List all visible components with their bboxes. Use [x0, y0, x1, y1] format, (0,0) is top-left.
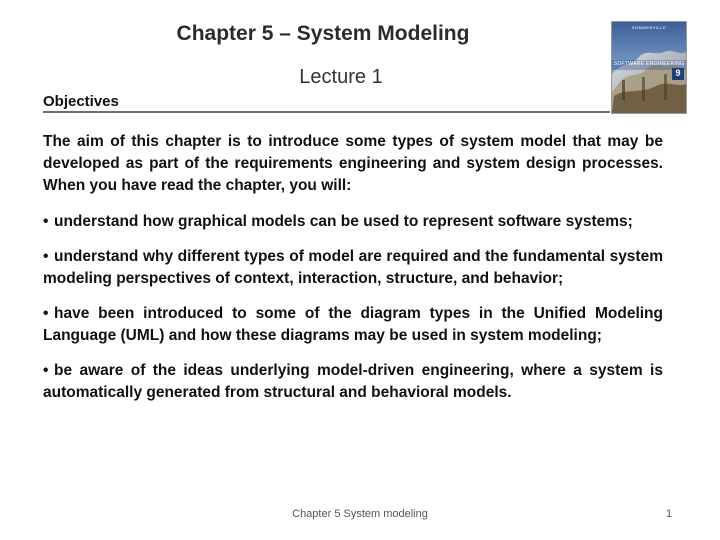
cover-edition: 9: [675, 68, 681, 78]
objective-text: understand how graphical models can be used to represent software systems;: [54, 213, 633, 230]
objective-bullet: [43, 303, 663, 347]
bullet-icon: •: [43, 213, 49, 230]
objective-text: have been introduced to some of the diagram types in the Unified Modeling Language (UML) and how these diagrams may be used in system modeling;: [43, 305, 663, 344]
cover-author: SOMMERVILLE: [631, 25, 667, 30]
book-cover-image: [611, 21, 687, 114]
page-number: 1: [666, 508, 673, 520]
heading-divider: [43, 111, 610, 113]
slide-title: Chapter 5 – System Modeling: [176, 22, 470, 45]
footer-caption: Chapter 5 System modeling: [292, 508, 428, 520]
objective-bullet: [43, 211, 663, 233]
intro-paragraph: The aim of this chapter is to introduce some types of system model that may be developed as part of the requirements engineering and system design processes. When you have read the chapter, you will:: [43, 133, 663, 194]
objective-text: understand why different types of model are required and the fundamental system modeling perspectives of context, interaction, structure, and behavior;: [43, 248, 663, 287]
bullet-icon: •: [43, 305, 49, 322]
objective-bullet: [43, 360, 663, 404]
cover-title: SOFTWARE ENGINEERING: [613, 61, 685, 67]
slide-body: [43, 131, 663, 417]
slide-subtitle: Lecture 1: [299, 66, 383, 88]
bullet-icon: •: [43, 362, 49, 379]
objective-bullet: [43, 246, 663, 290]
objective-text: be aware of the ideas underlying model-driven engineering, where a system is automatically generated from structural and behavioral models.: [43, 362, 663, 401]
section-heading-objectives: Objectives: [43, 93, 119, 110]
bullet-icon: •: [43, 248, 49, 265]
